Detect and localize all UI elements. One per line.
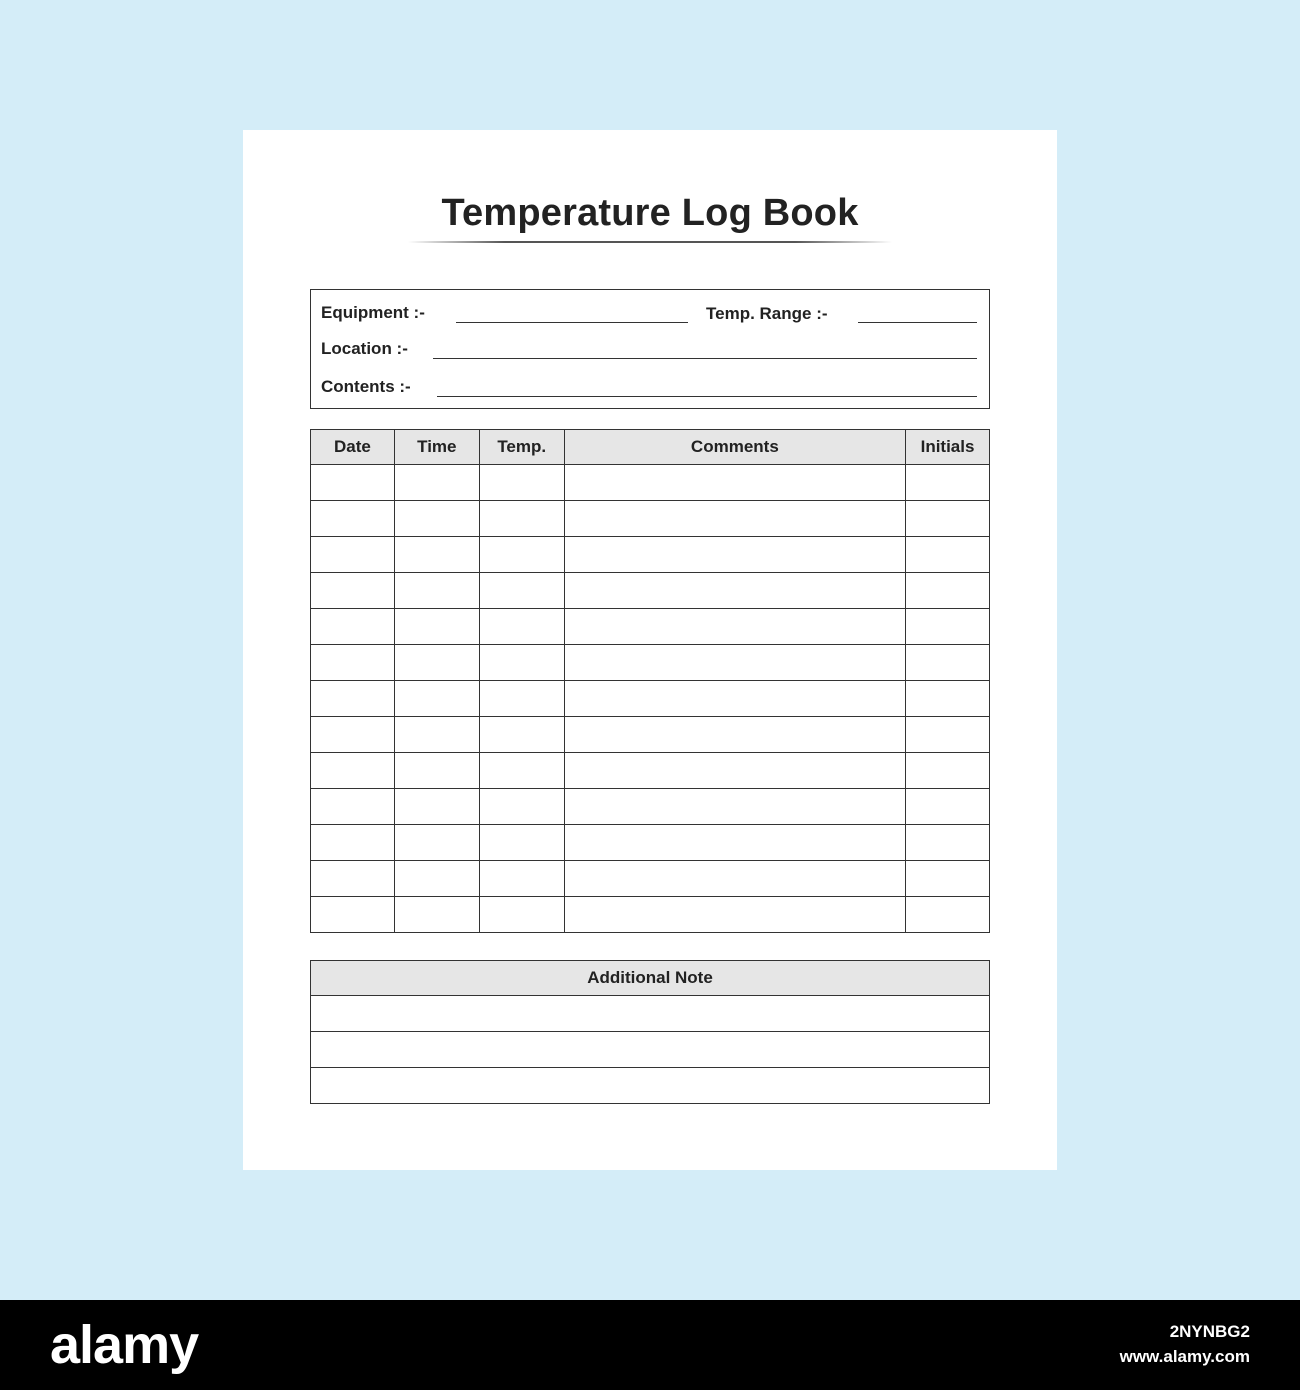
table-row <box>311 501 990 537</box>
time-cell[interactable] <box>394 645 479 681</box>
brand-logo: alamy <box>50 1315 199 1375</box>
date-cell[interactable] <box>311 573 395 609</box>
temp-cell[interactable] <box>479 717 564 753</box>
initials-cell[interactable] <box>906 609 990 645</box>
date-cell[interactable] <box>311 537 395 573</box>
initials-cell[interactable] <box>906 789 990 825</box>
image-id: 2NYNBG2 <box>1169 1322 1250 1341</box>
time-cell[interactable] <box>394 537 479 573</box>
temp-cell[interactable] <box>479 825 564 861</box>
temp-cell[interactable] <box>479 465 564 501</box>
initials-cell[interactable] <box>906 825 990 861</box>
additional-note-table <box>310 960 990 1104</box>
initials-cell[interactable] <box>906 681 990 717</box>
temp-range-label: Temp. Range :- <box>706 304 828 323</box>
temp-cell[interactable] <box>479 897 564 933</box>
temp-cell[interactable] <box>479 609 564 645</box>
initials-cell[interactable] <box>906 465 990 501</box>
time-cell[interactable] <box>394 609 479 645</box>
date-cell[interactable] <box>311 861 395 897</box>
date-cell[interactable] <box>311 825 395 861</box>
column-header-comments: Comments <box>564 430 905 465</box>
comments-cell[interactable] <box>564 753 905 789</box>
temp-cell[interactable] <box>479 753 564 789</box>
table-row <box>311 609 990 645</box>
temperature-log-table <box>310 429 990 933</box>
date-cell[interactable] <box>311 897 395 933</box>
notes-table-body <box>311 996 990 1104</box>
location-field[interactable] <box>433 358 977 359</box>
comments-cell[interactable] <box>564 681 905 717</box>
table-row <box>311 753 990 789</box>
table-row <box>311 789 990 825</box>
date-cell[interactable] <box>311 645 395 681</box>
time-cell[interactable] <box>394 753 479 789</box>
temp-cell[interactable] <box>479 645 564 681</box>
date-cell[interactable] <box>311 681 395 717</box>
additional-note-header: Additional Note <box>311 961 990 996</box>
date-cell[interactable] <box>311 717 395 753</box>
comments-cell[interactable] <box>564 465 905 501</box>
title-underline <box>408 241 892 243</box>
initials-cell[interactable] <box>906 501 990 537</box>
initials-cell[interactable] <box>906 537 990 573</box>
time-cell[interactable] <box>394 897 479 933</box>
date-cell[interactable] <box>311 789 395 825</box>
date-cell[interactable] <box>311 465 395 501</box>
page-title: Temperature Log Book <box>441 192 859 234</box>
table-row <box>311 825 990 861</box>
initials-cell[interactable] <box>906 897 990 933</box>
temp-cell[interactable] <box>479 681 564 717</box>
temp-range-field[interactable] <box>858 322 977 323</box>
equipment-label: Equipment :- <box>321 303 425 322</box>
initials-cell[interactable] <box>906 753 990 789</box>
table-row <box>311 537 990 573</box>
time-cell[interactable] <box>394 861 479 897</box>
initials-cell[interactable] <box>906 573 990 609</box>
comments-cell[interactable] <box>564 825 905 861</box>
table-row <box>311 717 990 753</box>
time-cell[interactable] <box>394 825 479 861</box>
column-header-initials: Initials <box>906 430 990 465</box>
time-cell[interactable] <box>394 465 479 501</box>
date-cell[interactable] <box>311 501 395 537</box>
time-cell[interactable] <box>394 681 479 717</box>
comments-cell[interactable] <box>564 897 905 933</box>
comments-cell[interactable] <box>564 501 905 537</box>
comments-cell[interactable] <box>564 537 905 573</box>
time-cell[interactable] <box>394 789 479 825</box>
column-header-temp: Temp. <box>479 430 564 465</box>
time-cell[interactable] <box>394 717 479 753</box>
temp-cell[interactable] <box>479 573 564 609</box>
time-cell[interactable] <box>394 573 479 609</box>
column-header-time: Time <box>394 430 479 465</box>
date-cell[interactable] <box>311 753 395 789</box>
date-cell[interactable] <box>311 609 395 645</box>
comments-cell[interactable] <box>564 645 905 681</box>
temp-cell[interactable] <box>479 789 564 825</box>
table-row <box>311 861 990 897</box>
table-row <box>311 573 990 609</box>
table-row <box>311 645 990 681</box>
note-line[interactable] <box>311 1068 990 1104</box>
note-row <box>311 1068 990 1104</box>
temp-cell[interactable] <box>479 537 564 573</box>
image-url: www.alamy.com <box>1119 1347 1250 1366</box>
initials-cell[interactable] <box>906 717 990 753</box>
time-cell[interactable] <box>394 501 479 537</box>
table-row <box>311 681 990 717</box>
contents-field[interactable] <box>437 396 977 397</box>
temp-cell[interactable] <box>479 861 564 897</box>
initials-cell[interactable] <box>906 861 990 897</box>
contents-label: Contents :- <box>321 377 411 396</box>
temp-cell[interactable] <box>479 501 564 537</box>
notes-header-row <box>311 961 990 996</box>
table-header-row <box>311 430 990 465</box>
note-line[interactable] <box>311 1032 990 1068</box>
table-row <box>311 465 990 501</box>
note-line[interactable] <box>311 996 990 1032</box>
comments-cell[interactable] <box>564 789 905 825</box>
comments-cell[interactable] <box>564 573 905 609</box>
comments-cell[interactable] <box>564 609 905 645</box>
comments-cell[interactable] <box>564 717 905 753</box>
initials-cell[interactable] <box>906 645 990 681</box>
column-header-date: Date <box>311 430 395 465</box>
location-label: Location :- <box>321 339 408 358</box>
log-table-body <box>311 465 990 933</box>
table-row <box>311 897 990 933</box>
watermark-footer <box>0 1300 1300 1390</box>
comments-cell[interactable] <box>564 861 905 897</box>
note-row <box>311 996 990 1032</box>
equipment-field[interactable] <box>456 322 688 323</box>
note-row <box>311 1032 990 1068</box>
